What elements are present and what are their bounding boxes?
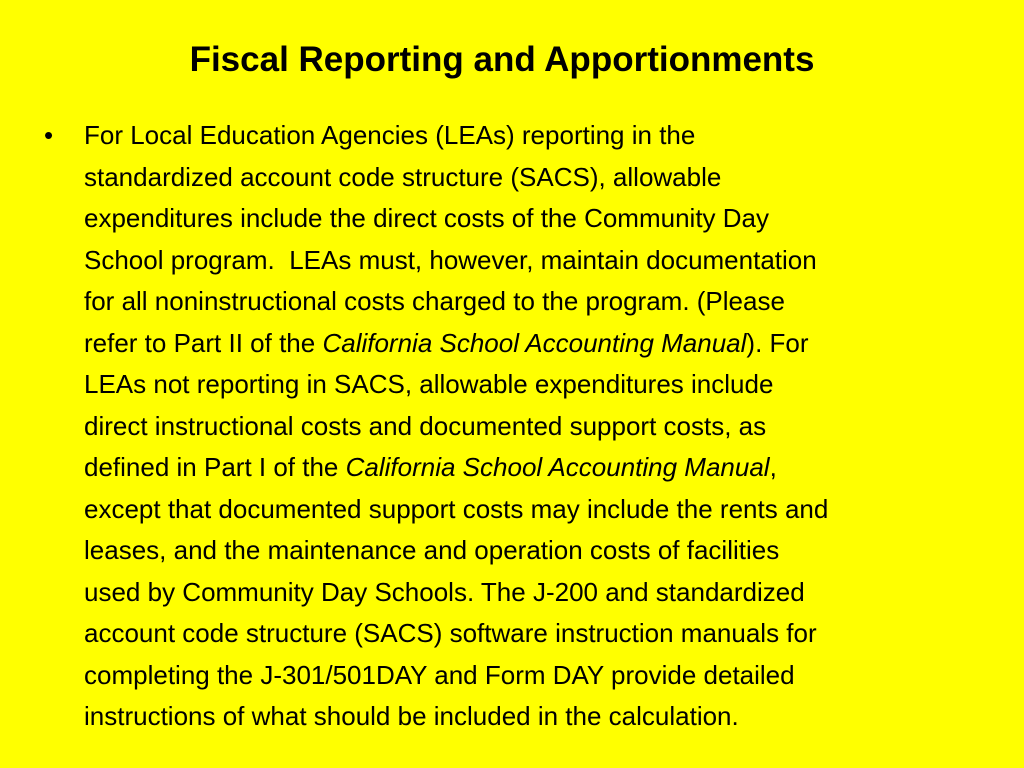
italic-title: California School Accounting Manual bbox=[322, 327, 747, 358]
text-line bbox=[84, 240, 984, 282]
text-line bbox=[84, 198, 984, 240]
text-line bbox=[84, 406, 984, 448]
text-line bbox=[84, 364, 984, 406]
text-run: completing the J-301/501DAY and Form DAY provide detailed bbox=[84, 659, 795, 690]
text-run: School program. LEAs must, however, maintain documentation bbox=[84, 244, 817, 275]
text-run: , bbox=[769, 452, 777, 482]
text-run: For Local Education Agencies (LEAs) reporting in the bbox=[84, 120, 696, 150]
text-line bbox=[84, 157, 984, 199]
text-line bbox=[84, 447, 984, 489]
text-run: instructions of what should be included in the calculation. bbox=[84, 701, 739, 731]
text-run: leases, and the maintenance and operation costs of facilities bbox=[84, 535, 780, 565]
text-run: LEAs not reporting in SACS, allowable expenditures include bbox=[84, 369, 774, 399]
text-line bbox=[84, 281, 984, 323]
text-run: direct instructional costs and documented support costs, as bbox=[84, 410, 767, 441]
text-run: used by Community Day Schools. The J-200 and standardized bbox=[84, 576, 805, 607]
text-run: refer to Part II of the bbox=[84, 327, 323, 358]
text-line bbox=[84, 530, 984, 572]
text-line bbox=[84, 323, 984, 365]
text-run: except that documented support costs may include the rents and bbox=[84, 493, 829, 524]
text-run: standardized account code structure (SACS), allowable bbox=[84, 161, 722, 192]
text-run: expenditures include the direct costs of the Community Day bbox=[84, 203, 770, 233]
text-line bbox=[84, 613, 984, 655]
bullet-marker: • bbox=[44, 120, 54, 150]
text-line bbox=[84, 655, 984, 697]
text-line bbox=[84, 489, 984, 531]
slide-title: Fiscal Reporting and Apportionments bbox=[189, 40, 815, 79]
bullet-text bbox=[84, 115, 984, 738]
text-run: for all noninstructional costs charged to the program. (Please bbox=[84, 286, 785, 316]
text-run: account code structure (SACS) software instruction manuals for bbox=[84, 618, 817, 648]
text-line bbox=[84, 572, 984, 614]
text-line bbox=[84, 115, 984, 157]
text-run: ). For bbox=[746, 327, 809, 358]
text-run: defined in Part I of the bbox=[84, 452, 346, 482]
text-line bbox=[84, 696, 984, 738]
italic-title: California School Accounting Manual bbox=[345, 452, 770, 482]
